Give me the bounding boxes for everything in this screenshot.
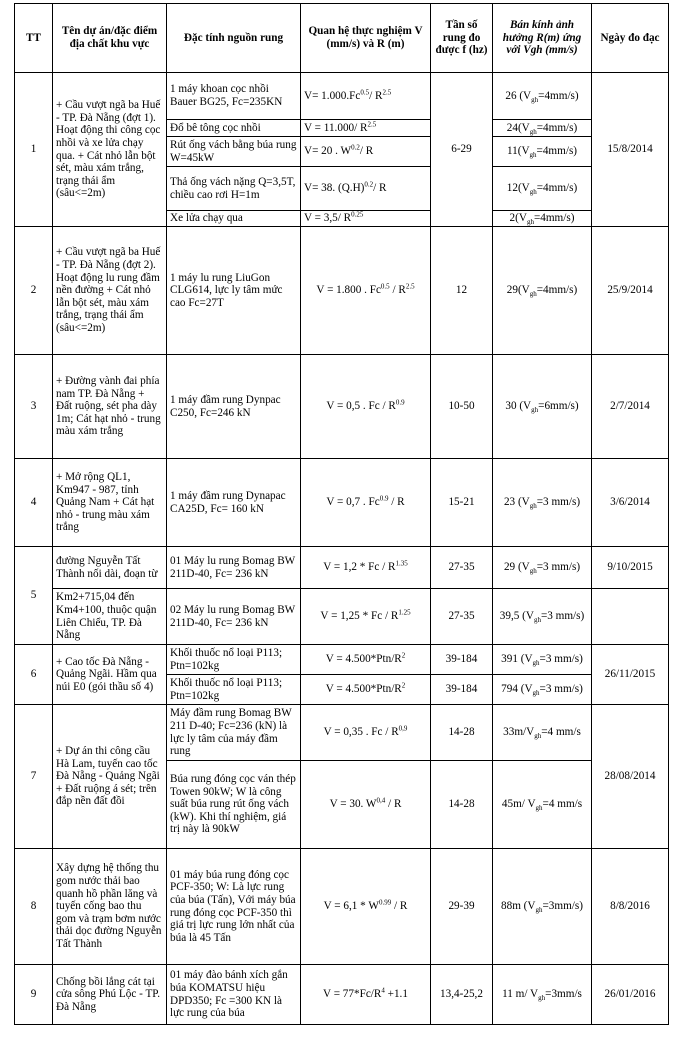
header-source: Đặc tính nguồn rung	[167, 4, 301, 73]
radius-cell: $11(V_{gh}=4mm/s)$	[493, 137, 592, 167]
source-cell: 01 Máy lu rung Bomag BW 211D-40, Fc= 236 kN	[167, 547, 301, 589]
row-number: 7	[15, 705, 53, 849]
radius-cell: 45m/ $V_{gh}=4$ mm/s	[493, 761, 592, 849]
relation-cell: V = 0,7 . $Fc^{0.9}$ / R	[301, 459, 431, 547]
row-number: 8	[15, 849, 53, 965]
row-number: 6	[15, 645, 53, 705]
relation-cell: $V = 4.500*Ptn/R^2$	[301, 675, 431, 705]
freq-cell: 39-184	[431, 645, 493, 675]
relation-cell: V = 11.000/ $R^{2.5}$	[301, 120, 431, 137]
table-row	[15, 227, 669, 355]
radius-cell: 23 ($V_{gh}=3$ mm/s)	[493, 459, 592, 547]
document-page	[14, 3, 668, 1025]
table-row	[15, 645, 669, 675]
source-cell: 02 Máy lu rung Bomag BW 211D-40, Fc= 236 kN	[167, 589, 301, 645]
source-cell: Búa rung đóng cọc ván thép Towen 90kW; W là công suất búa rung rút ống vách (kW). Khi thí nghiệm, giá trị này là 90kW	[167, 761, 301, 849]
radius-cell: $29(V_{gh}=4mm/s)$	[493, 227, 592, 355]
relation-cell: V = 0,35 . Fc / R$^{0,9}$	[301, 705, 431, 761]
row-number: 9	[15, 965, 53, 1025]
radius-cell: 391 ($V_{gh}=3$ mm/s)	[493, 645, 592, 675]
project-cell: + Mở rộng QL1, Km947 - 987, tỉnh Quảng Nam + Cát hạt nhỏ - trung màu xám trắng	[53, 459, 167, 547]
source-cell: 01 máy đào bánh xích gắn búa KOMATSU hiệu DPD350; Fc =300 KN là lực rung của búa	[167, 965, 301, 1025]
freq-cell: 10-50	[431, 355, 493, 459]
row-number: 5	[15, 547, 53, 645]
radius-cell: $2(V_{gh}=4mm/s)$	[493, 211, 592, 227]
relation-cell: V = 0,5 . Fc / $R^{0.9}$	[301, 355, 431, 459]
date-cell: 8/8/2016	[592, 849, 669, 965]
row-number: 4	[15, 459, 53, 547]
date-cell: 26/11/2015	[592, 645, 669, 705]
freq-cell: 39-184	[431, 675, 493, 705]
relation-cell: V= 38. $(Q.H)^{0.2}/$ R	[301, 167, 431, 211]
project-cell: + Cầu vượt ngã ba Huế - TP. Đà Nẵng (đợt 2). Hoạt động lu rung đầm nền đường + Cát nhỏ lẫn bột sét, màu xám trắng, trạng thái ẩm (sâu<=2m)	[53, 227, 167, 355]
project-cell: Km2+715,04 đến Km4+100, thuộc quận Liên Chiểu, TP. Đà Nẵng	[53, 589, 167, 645]
radius-cell: $24(V_{gh}=4mm/s)$	[493, 120, 592, 137]
source-cell: 1 máy lu rung LiuGon CLG614, lực ly tâm mức cao Fc=27T	[167, 227, 301, 355]
project-cell: Xây dựng hệ thống thu gom nước thải bao quanh hồ phần lăng và tuyến cống bao thu gom và trạm bơm nước thải dọc đường Nguyễn Tất Thành	[53, 849, 167, 965]
source-cell: Đổ bê tông cọc nhồi	[167, 120, 301, 137]
date-cell: 15/8/2014	[592, 73, 669, 227]
source-cell: 1 máy đầm rung Dynpac C250, Fc=246 kN	[167, 355, 301, 459]
table-row	[15, 73, 669, 120]
table-row	[15, 547, 669, 589]
header-radius: Bán kính ảnh hưởng R(m) ứng với Vgh (mm/s)	[493, 4, 592, 73]
row-number: 1	[15, 73, 53, 227]
radius-cell: 88m $(V_{gh}=3mm/s)$	[493, 849, 592, 965]
project-cell: + Dự án thi công cầu Hà Lam, tuyến cao tốc Đà Nẵng - Quảng Ngãi + Đất ruộng á sét; trên đắp nền đất đồi	[53, 705, 167, 849]
relation-cell: $V= 1.000.Fc^{0.5}/$ $R^{2.5}$	[301, 73, 431, 120]
freq-cell: 13,4-25,2	[431, 965, 493, 1025]
date-cell: 9/10/2015	[592, 547, 669, 589]
table-row	[15, 459, 669, 547]
table-row	[15, 965, 669, 1025]
radius-cell: 29 ($V_{gh}=3$ mm/s)	[493, 547, 592, 589]
freq-cell: 12	[431, 227, 493, 355]
radius-cell: $33m/V_{gh}=4$ mm/s	[493, 705, 592, 761]
vibration-data-table	[14, 3, 669, 1025]
header-relation: Quan hệ thực nghiệm V (mm/s) và R (m)	[301, 4, 431, 73]
freq-cell: 27-35	[431, 589, 493, 645]
freq-cell: 15-21	[431, 459, 493, 547]
table-row	[15, 355, 669, 459]
source-cell: Máy đầm rung Bomag BW 211 D-40; Fc=236 (kN) là lực ly tâm của máy đầm rung	[167, 705, 301, 761]
source-cell: Khối thuốc nổ loại P113; Ptn=102kg	[167, 645, 301, 675]
source-cell: 1 máy đầm rung Dynapac CA25D, Fc= 160 kN	[167, 459, 301, 547]
freq-cell: 14-28	[431, 761, 493, 849]
relation-cell: $V = 1,25 * Fc / R^{1.25}$	[301, 589, 431, 645]
header-freq: Tần số rung đo được f (hz)	[431, 4, 493, 73]
project-cell: + Cầu vượt ngã ba Huế - TP. Đà Nẵng (đợt 1). Hoạt động thi công cọc nhồi và xe lửa chạy qua. + Cát nhỏ lẫn bột sét, màu xám trắng, trạng thái ẩm (sâu<=2m)	[53, 73, 167, 227]
radius-cell: 11 m/ $V_{gh}=3mm/s$	[493, 965, 592, 1025]
project-cell: Chống bồi lắng cát tại cửa sông Phú Lộc - TP. Đà Nẵng	[53, 965, 167, 1025]
relation-cell: V = 3,5/ $R^{0.25}$	[301, 211, 431, 227]
freq-cell: 6-29	[431, 73, 493, 227]
date-cell: 25/9/2014	[592, 227, 669, 355]
date-cell: 3/6/2014	[592, 459, 669, 547]
row-number: 2	[15, 227, 53, 355]
project-cell: + Cao tốc Đà Nẵng - Quảng Ngãi. Hầm qua núi E0 (gói thầu số 4)	[53, 645, 167, 705]
radius-cell: $12(V_{gh}=4mm/s)$	[493, 167, 592, 211]
table-row	[15, 849, 669, 965]
table-row	[15, 589, 669, 645]
header-project: Tên dự án/đặc điểm địa chất khu vực	[53, 4, 167, 73]
freq-cell: 27-35	[431, 547, 493, 589]
relation-cell: $V = 77*Fc/R^4 +1.1$	[301, 965, 431, 1025]
radius-cell: 30 $(V_{gh}=6mm/s)$	[493, 355, 592, 459]
header-row	[15, 4, 669, 73]
date-cell: 28/08/2014	[592, 705, 669, 849]
source-cell: Xe lửa chạy qua	[167, 211, 301, 227]
radius-cell: 794 ($V_{gh}=3$ mm/s)	[493, 675, 592, 705]
radius-cell: 26 $(V_{gh}=4mm/s)$	[493, 73, 592, 120]
date-cell: 2/7/2014	[592, 355, 669, 459]
relation-cell: V = 30. W$^{0,4}$ / R	[301, 761, 431, 849]
source-cell: 1 máy khoan cọc nhồi Bauer BG25, Fc=235KN	[167, 73, 301, 120]
freq-cell: 29-39	[431, 849, 493, 965]
row-number: 3	[15, 355, 53, 459]
radius-cell: 39,5 ($V_{gh}=3$ mm/s)	[493, 589, 592, 645]
relation-cell: V = 1.800 . $Fc^{0.5} / R^{2.5}$	[301, 227, 431, 355]
relation-cell: V= 20 . $W^{0.2}/$ R	[301, 137, 431, 167]
project-cell: đường Nguyễn Tất Thành nối dài, đoạn từ	[53, 547, 167, 589]
date-cell: 26/01/2016	[592, 965, 669, 1025]
source-cell: Khối thuốc nổ loại P113; Ptn=102kg	[167, 675, 301, 705]
source-cell: Thả ống vách nặng Q=3,5T, chiều cao rơi H=1m	[167, 167, 301, 211]
relation-cell: $V = 6,1 * W^{0.99} / R$	[301, 849, 431, 965]
freq-cell: 14-28	[431, 705, 493, 761]
header-date: Ngày đo đạc	[592, 4, 669, 73]
table-row	[15, 705, 669, 761]
source-cell: 01 máy búa rung đóng cọc PCF-350; W: Là lực rung của búa (Tấn), Với máy búa rung đóng cọc PCF-350 thì giá trị lực rung lớn nhất của búa là 45 Tấn	[167, 849, 301, 965]
relation-cell: $V = 1,2 * Fc / R^{1.35}$	[301, 547, 431, 589]
project-cell: + Đường vành đai phía nam TP. Đà Nẵng + Đất ruộng, sét pha dày 1m; Cát hạt nhỏ - trung màu xám trắng	[53, 355, 167, 459]
header-tt: TT	[15, 4, 53, 73]
date-cell	[592, 589, 669, 645]
relation-cell: $V = 4.500*Ptn/R^2$	[301, 645, 431, 675]
source-cell: Rút ống vách bằng búa rung W=45kW	[167, 137, 301, 167]
